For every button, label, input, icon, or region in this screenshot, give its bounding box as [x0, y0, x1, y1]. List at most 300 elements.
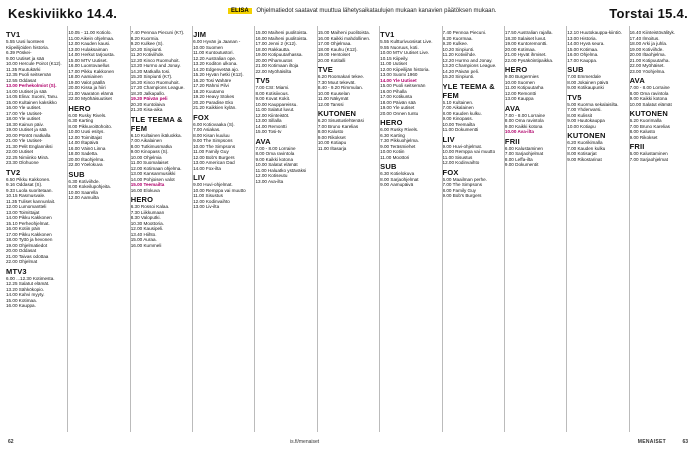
listing-column	[318, 28, 376, 432]
program-entry: 22.00 Yöelokuva	[68, 162, 103, 167]
program-entry: 16.00 Kauppa.	[6, 303, 36, 308]
program-entry: 20.00 Kotimaa.	[504, 46, 536, 52]
program-entry: 9.00 Kinopass (S).	[130, 149, 169, 154]
program-entry: 11.00 Näkymät	[317, 96, 349, 101]
channel-heading: MTV3	[6, 266, 27, 276]
program-entry: 10.00 The Simpsons	[193, 143, 236, 149]
column-divider	[379, 26, 380, 432]
program-entry: 19.00 Yle uutiset	[380, 105, 415, 110]
program-entry: 7.00 The Simpsons	[442, 182, 483, 187]
program-entry: 15.00 Maiheni puolitoista.	[317, 30, 370, 35]
program-entry: 14.00 Herkut tarjousta.	[68, 52, 115, 57]
program-entry: 8.00 Kauden kulku.	[442, 110, 482, 116]
program-entry: 13.00 Ava-ilta	[255, 178, 284, 184]
program-entry: 21.20 Kaikkien kylän.	[193, 105, 237, 110]
elisa-badge: ELISA	[228, 8, 252, 14]
program-entry: 17.20 Rähmi Pilvi	[193, 83, 229, 88]
day-title-thursday: Torstai 15.4.	[609, 6, 688, 21]
program-entry: 10.00 Saarella	[68, 189, 98, 195]
program-entry: 13.00 Liv-ilta	[193, 204, 220, 209]
channel-heading: TV5	[255, 76, 270, 85]
channel-heading: JIM	[193, 30, 207, 39]
program-entry: 20.00 Pöntöt matkalla	[6, 132, 51, 138]
program-entry: 6.20 Kuorikimalla	[567, 140, 603, 145]
program-entry: 10.30 Moottoria.	[130, 220, 164, 226]
program-entry: 6.10 Kultainen ikäluokka.	[130, 132, 182, 138]
program-entry: 7.30 Muut tekevät.	[317, 79, 356, 85]
channel-heading: AVA	[255, 136, 271, 146]
program-entry: 19.00 Valot päällä	[68, 79, 105, 85]
channel-heading: YLE TEEMA & FEM	[442, 81, 495, 100]
listing-column	[567, 28, 625, 432]
program-entry: 15.00 Teemailta	[130, 182, 165, 187]
program-entry: 7.00 - 8.00 Lorraine	[504, 112, 546, 118]
program-entry: 17.50 Australian rajalla.	[504, 30, 553, 35]
program-entry: 20.00 Oddasat	[6, 248, 37, 253]
program-entry: 9.00 Kaikki kotona	[504, 123, 543, 129]
program-entry: 19.00 Hentoiset	[317, 52, 350, 57]
program-entry: 9.00 Kinopass.	[442, 116, 473, 121]
channel-heading: KUTONEN	[629, 109, 668, 118]
program-entry: 8.00 Kalusto	[629, 129, 656, 134]
program-entry: 12.00 Kausipeli.	[130, 226, 164, 231]
program-entry: 18.00 Päivän sää	[380, 99, 416, 105]
listing-column	[131, 28, 189, 432]
program-entry: 18.30 Kainun päiv.	[6, 121, 44, 127]
program-entry: 14.00 Iltapäivä	[68, 140, 99, 145]
program-entry: 15.00 Auraa.	[130, 237, 157, 242]
program-entry: 9.00 Huutokauppa	[567, 118, 605, 123]
program-entry: 10.00 Kotiin	[380, 149, 405, 154]
channel-heading: KUTONEN	[567, 131, 606, 140]
listing-column	[255, 28, 313, 432]
program-entry: 12.20 Kinco Ruomuhoit.	[130, 57, 180, 63]
program-entry: 10.20 Sinpiunti.	[130, 46, 163, 52]
program-entry: 7.00 Aikalainen	[442, 105, 474, 110]
page-number-right: 63	[682, 439, 688, 445]
channel-heading: SUB	[567, 65, 584, 74]
program-entry: 11.00 Haluatko ystäväksi	[255, 167, 307, 173]
channel-heading: TVE	[317, 65, 333, 74]
program-entry: 10.00 Remppa vai muutto	[193, 187, 246, 193]
listing-column	[193, 28, 251, 432]
program-entry: 12.00 Kiipeilijän historia.	[380, 66, 430, 72]
program-entry: 12.55 Oddasat	[6, 77, 37, 83]
program-entry: 22.00 Myöhäiset.	[629, 63, 665, 68]
program-entry: 6.50 Pikku Kakkonen.	[6, 176, 51, 182]
program-entry: 5.00 Kuorma sekalaisilta.	[567, 101, 619, 107]
schedule-columns	[6, 28, 690, 432]
program-entry: 10.20 Sinpiunti.	[442, 46, 475, 52]
program-entry: 22.00 Myöhäisilta	[255, 68, 292, 74]
program-entry: 6.00 Kalustaminen	[629, 151, 668, 156]
program-entry: 19.00 Kuntoremontti.	[504, 41, 548, 46]
program-entry: 10.15 Rasmusvale.	[6, 193, 46, 198]
program-entry: 7.30 Pikkuohjelma.	[380, 138, 419, 143]
program-entry: 8.00 Oma ravintola	[255, 151, 295, 156]
program-entry: 8.00 Kalusto	[317, 129, 344, 134]
program-entry: 5.55 Uusi luonteen	[6, 39, 45, 44]
program-entry: 14.00 Yle Uutiset	[380, 77, 417, 83]
program-entry: 8.00 Oma ravintola	[629, 90, 669, 96]
program-entry: 5.55 Kultturivuosisat Live.	[380, 39, 433, 44]
program-entry: 8.00 Family Guy	[442, 187, 476, 193]
program-entry: 12.00 Bob's Burgers	[193, 154, 235, 160]
program-entry: 15.00 Maiheni puolitoista.	[255, 30, 308, 35]
column-divider	[566, 26, 567, 432]
program-entry: 11.20 Kotiviihde.	[442, 52, 477, 57]
program-entry: 12.00 Kauden kausi.	[68, 41, 111, 46]
program-entry: 12.00 Tanssi	[317, 101, 344, 107]
day-title-wednesday: Keskiviikko 14.4.	[8, 6, 118, 21]
program-entry: 18.20 Jalkapallo.	[130, 90, 166, 96]
program-entry: 21.00 Hyvät ihmiset.	[504, 52, 547, 57]
program-entry: 14.00 Kahvi myyty.	[6, 292, 45, 297]
program-entry: 19.00 Kotiviihde.	[629, 46, 664, 52]
program-entry: 18.00 Tyttö ja hevonen	[6, 237, 53, 242]
program-entry: 17.40 Ilmoitus.	[629, 35, 660, 41]
program-entry: 15.00 Kultainen kaksikko	[6, 99, 57, 105]
program-entry: 18.30 Salaiset luvut.	[504, 35, 547, 41]
program-entry: 19.00 Uutiset ja sää	[6, 127, 47, 132]
program-entry: 15.10 Perheohjelmat.	[6, 220, 50, 226]
program-entry: 13.00 Historia.	[567, 35, 597, 41]
program-entry: 13.00 Suomi 1960	[380, 72, 418, 77]
program-entry: 14.00 Uutiset ja sää	[6, 88, 47, 94]
channel-heading: HERO	[504, 65, 528, 74]
program-entry: 7.00 Asiakas.	[193, 127, 221, 132]
program-entry: 10.00 Suomen	[193, 44, 223, 50]
program-entry: 6.30 Kotiviihde.	[68, 178, 100, 184]
program-entry: 12.25 Salatut elämät.	[6, 281, 50, 286]
program-entry: 9.00 Burgermies	[504, 74, 539, 79]
program-entry: 7.40 Pennoa Piecuni.	[442, 30, 487, 35]
program-entry: 13.00 Kansanmusiikki	[130, 171, 176, 176]
page-header	[0, 0, 696, 26]
program-entry: 8.00 Kotisiivous.	[255, 90, 289, 96]
program-entry: 13.20 Champions League.	[442, 63, 497, 68]
column-divider	[67, 26, 68, 432]
program-entry: 21.00 Kotipuutarha.	[629, 57, 670, 63]
program-entry: 7.00 - 8.00 Lorraine	[629, 85, 670, 90]
program-entry: 21.30 Pelit Englanniksi	[6, 143, 53, 149]
program-entry: 21.00 Yle Uutiset-	[6, 138, 43, 143]
program-entry: 19.00 Kotipuutarhassa.	[255, 52, 303, 57]
column-divider	[192, 26, 193, 432]
program-entry: 18.00 Rakkautta.	[255, 46, 291, 52]
program-entry: 16.00 Elokuva	[130, 187, 160, 193]
program-entry: 16.00 Luontovaellus	[68, 63, 110, 68]
program-entry: 8.00 Sarjaohjelmat	[380, 176, 419, 182]
program-entry: 14.00 Remontti	[255, 123, 287, 129]
program-entry: 7.00 Bruno Karelias	[317, 123, 359, 129]
program-entry: 17.00 Jenni 2 (K12).	[255, 41, 297, 46]
program-entry: 22.25 Nimiinko Minä.	[6, 154, 49, 160]
program-entry: 20.00 Iltaohjelma.	[629, 52, 666, 57]
program-entry: 10.00 Kotiapu	[317, 140, 347, 145]
channel-heading: FOX	[193, 112, 210, 122]
program-entry: 10.00 Kauppareissu.	[255, 101, 298, 107]
program-entry: 16.00 Kotiin päin	[6, 226, 41, 231]
site-url[interactable]: is.fi/menaiset	[290, 439, 320, 445]
page-footer	[0, 434, 696, 450]
program-entry: 22.00 Myöhäisuutiset	[68, 96, 112, 101]
program-entry: 6.00 ...12.30 Kotimesta.	[6, 275, 55, 281]
program-entry: 16.20 Kinco Ruomuhoit.	[130, 79, 180, 85]
program-entry: 6.00 Hyvän ja Jaanan -	[193, 39, 241, 44]
program-entry: 16.00 Ohjelma.	[567, 52, 599, 57]
listing-column	[630, 28, 688, 432]
program-entry: 12.00 Kotimaan ohjelma.	[130, 165, 182, 171]
program-entry: 12.00 Kiinteistöt.	[255, 112, 290, 118]
program-entry: 6.20 Kuorimalla	[629, 118, 662, 123]
program-entry: 12.00 Remontti	[504, 90, 537, 96]
program-entry: 10.05 - 11.00 Kotiolo.	[68, 30, 112, 35]
program-entry: 13.00 Perhekolmiot (S).	[6, 83, 57, 88]
program-entry: 22.00 Pysäköintipaikka.	[504, 57, 554, 63]
program-entry: 17.00 Yle Uutiset-	[6, 110, 43, 116]
program-entry: 6.30 Kotielokuva	[380, 171, 415, 176]
program-entry: 7.00 Emmerdale	[567, 74, 601, 79]
program-entry: 17.20 Champions League.	[130, 85, 185, 90]
program-entry: 10.00 Hercule Poirot (K12).	[6, 61, 62, 66]
program-entry: 23.30 Olohuone	[6, 160, 39, 165]
listing-column	[380, 28, 438, 432]
program-entry: 10.00 Remppa vai muutto	[442, 149, 496, 154]
program-entry: 6.30 Rossoi Kalaa.	[130, 204, 170, 209]
program-entry: 12.00 Aamuilta	[68, 195, 99, 200]
program-entry: 16.00 Kaikki mahdollinen.	[317, 35, 371, 41]
program-entry: 12.35 Puoli seitsemän	[6, 72, 52, 77]
program-entry: 17.00 Kauppa.	[567, 57, 598, 63]
program-entry: 9.00 Teräsmiehet	[380, 143, 416, 149]
program-entry: 9.00 Rikostarinat	[567, 156, 602, 162]
program-entry: 11.00 Dokumentti	[442, 127, 479, 132]
program-entry: 12.00 Toimittajat	[68, 134, 102, 140]
program-entry: 10.00 Kuuselan	[317, 90, 350, 96]
program-entry: 7.00 Sarjaohjelmat	[504, 151, 544, 156]
program-entry: 10.00 Teemailta	[442, 121, 475, 127]
program-entry: 12.20 Australian ope.	[193, 55, 237, 61]
program-entry: 12.00 Kotiseutu	[255, 173, 288, 178]
program-entry: 11.35 Tuliset kannunlait.	[6, 198, 56, 204]
program-entry: 7.00 Yhdenvarsi.	[567, 107, 602, 112]
program-entry: 21.20 Kisa-aika	[130, 107, 163, 112]
program-entry: 14.20 Päivän peli.	[442, 68, 480, 74]
program-entry: 11.00 Sisustus	[442, 154, 473, 160]
program-entry: 9.00 Kotikaupunki	[567, 85, 604, 90]
program-entry: 9.00 Dokumentit	[504, 162, 539, 167]
column-divider	[442, 26, 443, 432]
program-entry: 17.00 Kotikunta	[380, 94, 413, 99]
program-entry: 9.00 Huvi-ohjelmat.	[442, 143, 483, 149]
program-entry: 18.00 Sadetta.	[68, 151, 99, 156]
program-entry: 9.00 The Simpsons	[193, 138, 233, 143]
program-entry: 11.00 Salatut luvut.	[255, 107, 295, 112]
program-entry: 11.00 Family Guy	[193, 149, 229, 154]
program-entry: 7.00 Aikalainen	[130, 138, 162, 143]
program-entry: 7.00 Kauden kulku	[567, 145, 606, 151]
program-entry: 6.00 Kalustaminen	[504, 145, 543, 151]
program-entry: 21.00 Vaaraton elämä	[68, 90, 114, 96]
program-entry: 15.20 Sinpiunti.	[442, 74, 475, 79]
program-entry: 18.00 Yle uutiset	[6, 116, 41, 121]
program-entry: 10.00 Ava-ilta	[504, 129, 534, 134]
program-entry: 20.00 Pihamuutos	[255, 57, 293, 63]
program-entry: 12.00 Lumomantteli	[6, 204, 47, 209]
program-entry: 7.40 Pennoa Piecuni (K7).	[130, 30, 185, 35]
program-entry: 9.00 Bob's Burgers	[442, 193, 482, 198]
program-entry: 6.39 Pöskei-	[6, 50, 32, 55]
channel-heading: SUB	[380, 162, 397, 171]
program-entry: 18.20 Kuutamo	[193, 88, 225, 94]
program-entry: 15.00 MTV Uutiset.	[68, 57, 108, 63]
program-entry: 20.00 Iltaohjelma.	[68, 156, 105, 162]
program-entry: 16.00 Väinö Linna	[68, 145, 106, 151]
program-entry: 7.00 - 8.00 Lorraine	[255, 145, 296, 151]
program-entry: 13.20 Hurmo and Jonay.	[130, 63, 181, 68]
promo-banner	[228, 8, 497, 14]
program-entry: 14.00 Fox-ilta	[193, 165, 221, 171]
program-entry: 14.20 Edgenvetää ajo.	[193, 66, 240, 72]
channel-heading: LIV	[442, 134, 455, 144]
column-divider	[629, 26, 630, 432]
program-entry: 21.00 Taivas odottaa	[6, 253, 49, 259]
program-entry: 10.00 Suomen	[504, 79, 535, 85]
program-entry: 11.00 Sisustus	[193, 193, 223, 198]
program-entry: 15.00 Kotimaa.	[567, 46, 599, 52]
program-entry: 15.00 Kotimaa.	[6, 297, 37, 303]
program-entry: 8.00 Kotisarjat	[567, 151, 597, 156]
program-entry: 6.00 Kotiovaaka (S).	[193, 121, 235, 127]
listing-column	[68, 28, 126, 432]
program-entry: 17.00 Ohjelmaa.	[317, 41, 352, 46]
program-entry: 11.35 Ruutukärki	[6, 66, 41, 72]
column-divider	[254, 26, 255, 432]
program-entry: 12.00 Kodinvaihto	[193, 198, 230, 204]
channel-heading: KUTONEN	[317, 109, 357, 118]
program-entry: 8.00 Jokainen päivä	[567, 79, 609, 85]
program-entry: 9.00 Kaikki kotona	[629, 96, 668, 101]
program-entry: 6.00 Rusky Rivels.	[68, 112, 107, 118]
program-entry: 8.00 Pikkuvoittohoito.	[68, 123, 113, 129]
column-divider	[317, 26, 318, 432]
listing-column	[6, 28, 64, 432]
page-number-left: 62	[8, 439, 14, 445]
program-entry: 6.10 Kultainen.	[442, 99, 474, 105]
program-entry: 13.00 Kauppa	[504, 96, 534, 101]
program-entry: 13.00 Sillalla	[255, 118, 282, 123]
program-entry: 8.00 Kokeilupohjeita.	[68, 184, 112, 189]
promo-text: Ohjelmatiedot saatavat muuttua lähetysaikataulujen mukaan kanavien päätöksen mukaan.	[256, 8, 497, 14]
program-entry: 11.20 Kotiviihde.	[130, 52, 165, 57]
program-entry: 15.20 Sinpiunti (K7).	[130, 74, 173, 79]
program-entry: 10.00 Kotiapu	[567, 123, 596, 129]
program-entry: 9.00 Kaikki kotona	[255, 156, 293, 162]
channel-heading: TV5	[567, 92, 582, 102]
column-divider	[130, 26, 131, 432]
channel-heading: HERO	[380, 118, 403, 127]
channel-heading: SUB	[68, 169, 85, 179]
channel-heading: FRII	[504, 136, 520, 146]
program-entry: 13.20 Koditon ulkona.	[193, 61, 238, 66]
program-entry: 9.20 Kulkee (S).	[130, 41, 164, 46]
channel-heading: FOX	[442, 167, 459, 177]
program-entry: 14.05 Elina: Suomi, Tanu.	[6, 94, 59, 99]
program-entry: 23.00 Yöohjelma.	[629, 68, 666, 74]
channel-heading: TV1	[380, 30, 395, 39]
program-entry: 9.55 Nuoruus, koti.	[380, 44, 419, 50]
program-entry: Kiipeilijöiden historia.	[6, 44, 49, 50]
program-entry: 21.00 Kotimaan iltoja	[255, 63, 299, 68]
program-entry: 12.20 Hurmo and Jonay.	[442, 57, 493, 63]
program-entry: 13.00 American Dad	[193, 160, 235, 165]
program-entry: 12.00 Kodinvaihto	[442, 160, 480, 165]
program-entry: 8.00 Oma ravintola	[504, 118, 544, 123]
program-entry: 6.00 Maailman perhe.	[442, 176, 487, 182]
program-entry: 11.00 Uutiset	[380, 61, 407, 66]
program-entry: 15.20 Hyvän hetki (K12).	[193, 72, 244, 77]
program-entry: 20.20 Kuntolaiva	[130, 101, 165, 107]
channel-heading: TV1	[6, 30, 21, 39]
publication-name: MENAISET	[637, 439, 666, 445]
channel-heading: TLE TEEMA & FEM	[130, 114, 183, 133]
program-entry: 16.00 Yle uutiset.	[6, 105, 42, 110]
program-entry: 13.20 Sähkökopio.	[6, 286, 45, 292]
channel-heading: HERO	[130, 195, 154, 204]
program-entry: 9.33 Luola suoritetaan.	[6, 187, 53, 193]
program-entry: 8.30 Valoputki.	[130, 215, 161, 220]
program-entry: 10.15 Kiipeily.	[380, 55, 409, 61]
program-entry: 19.00 Ohjelmatiedot	[6, 242, 48, 248]
program-entry: 6.30 Karting	[380, 132, 405, 138]
channel-heading: LIV	[193, 173, 206, 182]
program-entry: 22.00 Ohjelmat	[6, 259, 38, 264]
program-entry: 7.00 CSI: Miami.	[255, 85, 290, 90]
program-entry: 13.40 Hiihto.	[130, 231, 157, 237]
program-entry: 10.00 Salatut elämät	[629, 101, 672, 107]
channel-heading: TV2	[6, 167, 21, 177]
program-entry: 8.00 Kisan kuuluu	[193, 132, 230, 138]
program-entry: 18.00 Kauhu (K12).	[317, 46, 358, 52]
program-entry: 12.10 Huutokauppa-kiintiö.	[567, 30, 622, 35]
program-entry: 11.00 Suomalaiset	[130, 160, 169, 165]
program-entry: 15.00 Tosi-tv	[255, 129, 282, 134]
program-entry: 10.00 Ohjelmia	[130, 154, 162, 160]
program-entry: 16.00 Pihalla	[380, 88, 407, 94]
program-entry: 16.40 Kiinteistövälityk.	[629, 30, 676, 35]
program-entry: 10.00 Salatut elämät	[255, 162, 298, 167]
channel-heading: FRII	[629, 142, 645, 151]
program-entry: 11.00 Moottori	[380, 154, 410, 160]
program-entry: 14.00 Pikku Kakkonen	[6, 215, 52, 220]
program-entry: 6.20 Sisustuslehtenäsi	[317, 118, 364, 123]
program-entry: 14.00 Pohjoisen valot	[130, 176, 175, 182]
program-entry: 8.00 Leffa-ilta	[504, 156, 533, 162]
program-entry: 16.00 Maiheni puolitoista.	[255, 35, 308, 41]
program-entry: 6.20 Roomakari tekee.	[317, 74, 365, 79]
program-entry: 9.00 Kovat Kokit.	[255, 96, 291, 101]
program-entry: 11.00 Iltasarja	[317, 145, 347, 151]
program-entry: 18.00 Aamiainen	[68, 74, 103, 79]
program-entry: 11.00 Kotipuutarha	[504, 85, 544, 90]
channel-heading: AVA	[504, 103, 521, 113]
program-entry: 20.00 Kissa ja hiiri	[68, 85, 106, 90]
listing-column	[443, 28, 501, 432]
program-entry: 8.00 Tutkimusmatka	[130, 143, 172, 149]
program-entry: 11.00 Kuntoutustori.	[193, 50, 234, 55]
program-entry: 8.20 Kuormia.	[130, 35, 160, 41]
